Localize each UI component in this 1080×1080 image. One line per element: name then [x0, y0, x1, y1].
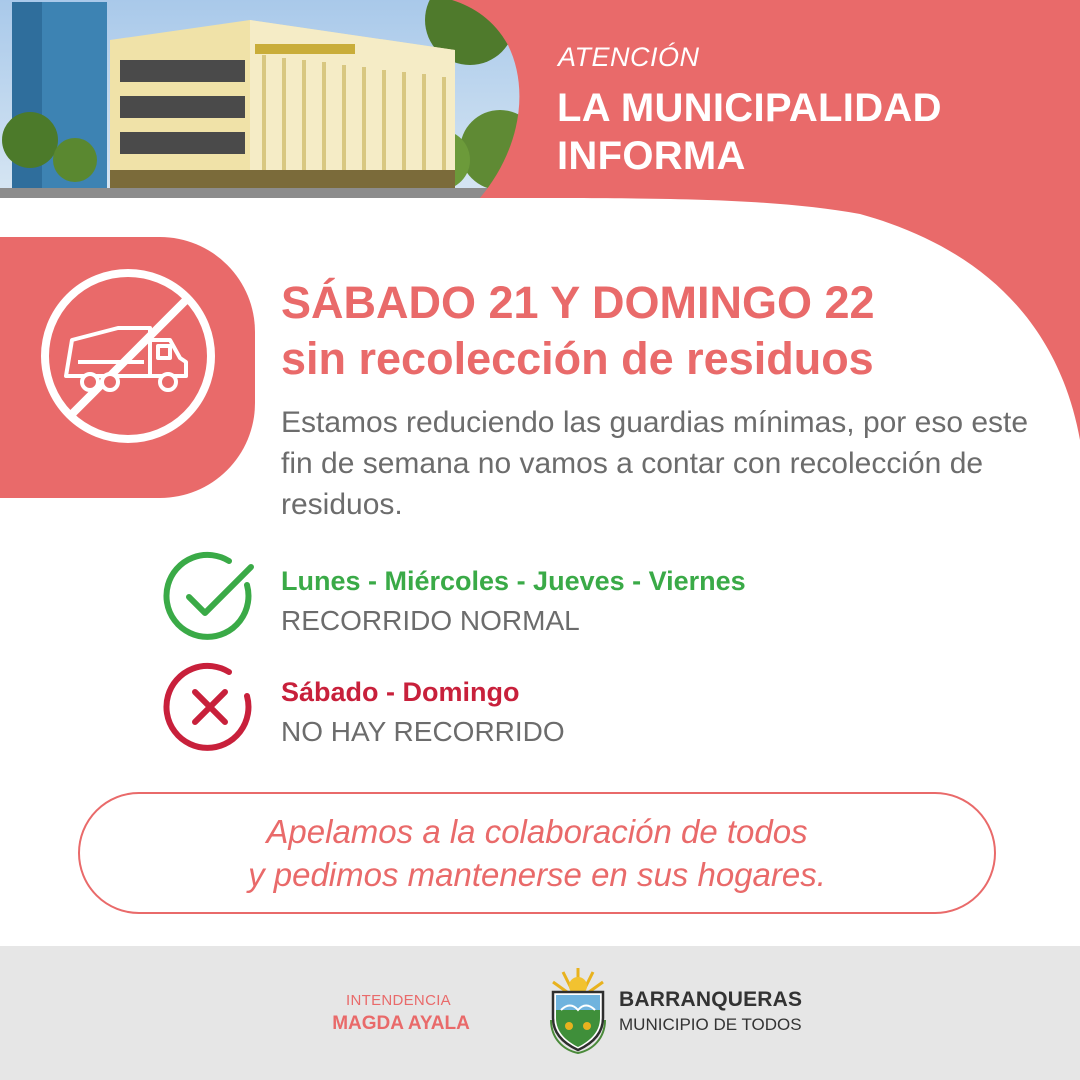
brand-tagline: MUNICIPIO DE TODOS	[619, 1015, 802, 1034]
brand-name: BARRANQUERAS	[619, 988, 803, 1011]
schedule-days-normal: Lunes - Miércoles - Jueves - Viernes	[281, 566, 746, 596]
appeal-line-2: y pedimos mantenerse en sus hogares.	[248, 856, 826, 893]
x-circle-icon	[163, 662, 257, 756]
header-title-line-2: INFORMA	[557, 134, 746, 178]
check-circle-icon	[163, 551, 257, 645]
intendencia-name: MAGDA AYALA	[332, 1013, 470, 1034]
no-garbage-truck-icon	[38, 266, 218, 446]
schedule-days-none: Sábado - Domingo	[281, 677, 520, 707]
municipal-crest-icon	[547, 966, 609, 1054]
notice-description: Estamos reduciendo las guardias mínimas, por eso este fin de semana no vamos a contar con recolección de residuos.	[281, 406, 1029, 521]
header-title-line-1: LA MUNICIPALIDAD	[557, 86, 942, 130]
attention-label: ATENCIÓN	[558, 42, 700, 72]
notice-title-line-1: SÁBADO 21 Y DOMINGO 22	[281, 277, 875, 328]
notice-title-line-2: sin recolección de residuos	[281, 333, 874, 384]
header-title	[557, 84, 1027, 180]
intendencia-label: INTENDENCIA	[346, 992, 451, 1009]
notice-title	[281, 275, 1071, 387]
schedule-status-normal: RECORRIDO NORMAL	[281, 605, 580, 636]
appeal-box	[78, 792, 996, 914]
appeal-line-1: Apelamos a la colaboración de todos	[266, 813, 808, 850]
footer	[0, 946, 1080, 1080]
schedule-status-none: NO HAY RECORRIDO	[281, 716, 565, 747]
